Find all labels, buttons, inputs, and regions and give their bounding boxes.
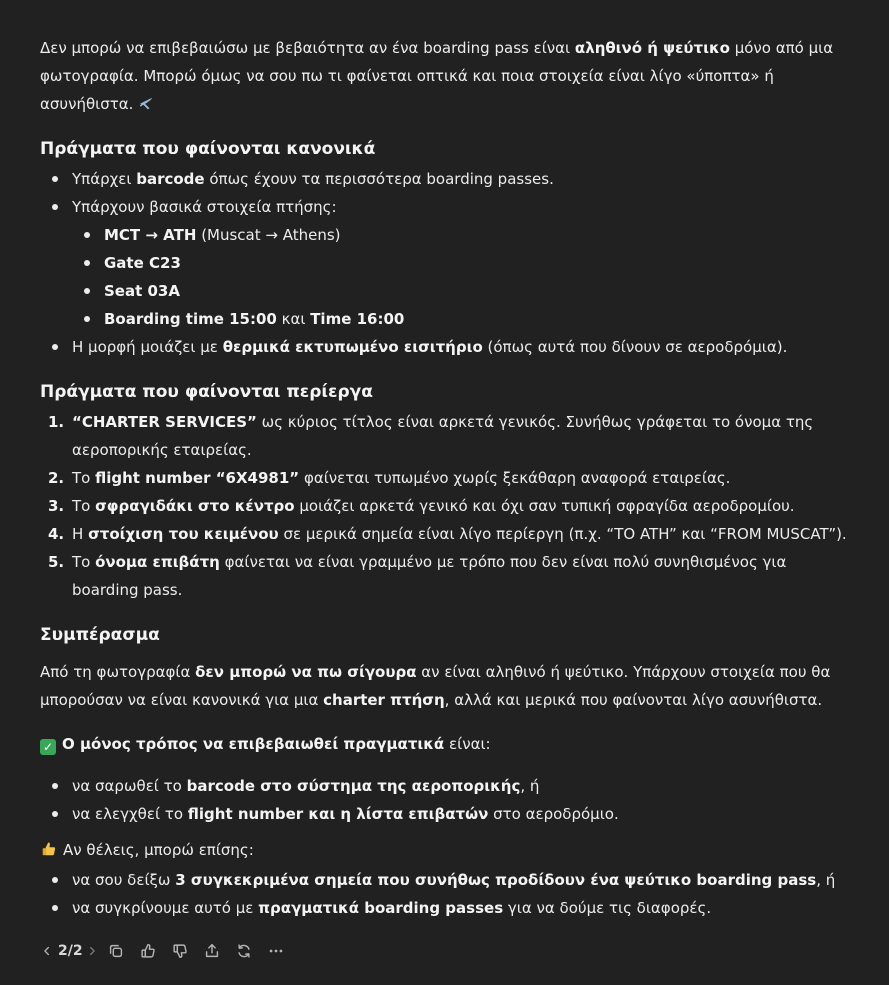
share-icon[interactable] — [199, 938, 225, 964]
list-item-text: , ή — [520, 777, 540, 795]
chevron-left-icon[interactable] — [40, 938, 54, 964]
section-title-conclusion: Συμπέρασμα — [40, 625, 160, 645]
list-item-bold: 3 συγκεκριμένα σημεία που συνήθως προδίδουν ένα ψεύτικο boarding pass — [175, 871, 817, 889]
route-text: (Muscat → Athens) — [196, 226, 341, 244]
version-pager: 2/2 — [58, 943, 83, 959]
message-actions-bar — [40, 938, 295, 964]
offer-text: Αν θέλεις, μπορώ επίσης: — [63, 841, 254, 859]
route-bold: MCT → ATH — [104, 226, 197, 244]
list-item-text: , ή — [816, 871, 836, 889]
list-item — [40, 193, 849, 333]
list-item — [40, 800, 849, 828]
regenerate-icon[interactable] — [231, 938, 257, 964]
list-item-text: Η — [72, 525, 89, 543]
list-item-text: φαίνεται τυπωμένο χωρίς ξεκάθαρη αναφορά εταιρείας. — [299, 469, 731, 487]
list-item — [72, 221, 849, 249]
list-item-text: Το — [72, 469, 96, 487]
list-item-text: και — [276, 310, 311, 328]
intro-bold: αληθινό ή ψεύτικο — [574, 39, 730, 57]
list-item-bold: flight number “6X4981” — [95, 469, 300, 487]
conclusion-text: Από τη φωτογραφία — [40, 663, 196, 681]
list-item — [40, 894, 849, 922]
chevron-right-icon[interactable] — [85, 938, 99, 964]
verify-bold: Ο μόνος τρόπος να επιβεβαιωθεί πραγματικά — [62, 735, 445, 753]
item-number: 5. — [48, 553, 65, 571]
item-number: 3. — [48, 497, 65, 515]
list-item — [72, 249, 849, 277]
list-item-text: Υπάρχει — [72, 170, 137, 188]
conclusion-text: αν είναι αληθινό ή ψεύτικο. Υπάρχουν στοιχεία που θα μπορούσαν να είναι κανονικά για μια — [40, 663, 831, 709]
list-item-text: (όπως αυτά που δίνουν σε αεροδρόμια). — [482, 338, 788, 356]
thumbs-up-emoji-icon — [40, 840, 58, 858]
list-item-bold: στοίχιση του κειμένου — [88, 525, 279, 543]
list-item — [40, 772, 849, 800]
list-item — [40, 165, 849, 193]
list-item-bold: barcode — [136, 170, 205, 188]
numbered-item — [40, 548, 849, 604]
list-item — [40, 866, 849, 894]
list-item-text: Το — [72, 497, 96, 515]
numbered-item — [40, 520, 849, 548]
list-item-text: μοιάζει αρκετά γενικό και όχι σαν τυπική σφραγίδα αεροδρομίου. — [294, 497, 795, 515]
thumbs-up-icon[interactable] — [135, 938, 161, 964]
conclusion-paragraph — [40, 658, 849, 714]
section-title-odd: Πράγματα που φαίνονται περίεργα — [40, 382, 373, 402]
list-item-text: Το — [72, 553, 96, 571]
offer-intro — [40, 836, 849, 864]
list-item — [72, 305, 849, 333]
list-item-text: Υπάρχουν βασικά στοιχεία πτήσης: — [72, 198, 337, 216]
boarding-time-bold: Boarding time 15:00 — [104, 310, 277, 328]
copy-icon[interactable] — [103, 938, 129, 964]
list-item-text: φαίνεται να είναι γραμμένο με τρόπο που δεν είναι πολύ συνηθισμένος για boarding pass. — [72, 553, 787, 599]
normal-list — [40, 165, 849, 361]
gate-bold: Gate C23 — [104, 254, 181, 272]
list-item-bold: “CHARTER SERVICES” — [72, 413, 257, 431]
item-number: 2. — [48, 469, 65, 487]
offer-list — [40, 866, 849, 922]
check-mark-icon: ✓ — [40, 739, 56, 755]
numbered-item — [40, 464, 849, 492]
verify-list — [40, 772, 849, 828]
flight-details-list — [72, 221, 849, 333]
conclusion-text: , αλλά και μερικά που φαίνονται λίγο ασυνήθιστα. — [444, 691, 823, 709]
list-item-bold: σφραγιδάκι στο κέντρο — [95, 497, 295, 515]
conclusion-bold: charter πτήση — [323, 691, 445, 709]
list-item-text: να συγκρίνουμε αυτό με — [72, 899, 259, 917]
list-item-text: σε μερικά σημεία είναι λίγο περίεργη (π.χ. “TO ATH” και “FROM MUSCAT”). — [278, 525, 847, 543]
list-item-text: για να δούμε τις διαφορές. — [503, 899, 712, 917]
list-item-bold: θερμικά εκτυπωμένο εισιτήριο — [222, 338, 483, 356]
item-number: 4. — [48, 525, 65, 543]
list-item-text: να σαρωθεί το — [72, 777, 187, 795]
list-item-bold: πραγματικά boarding passes — [258, 899, 504, 917]
odd-list — [40, 408, 849, 604]
list-item-text: όπως έχουν τα περισσότερα boarding passes. — [204, 170, 554, 188]
airplane-icon — [137, 94, 155, 112]
thumbs-down-icon[interactable] — [167, 938, 193, 964]
more-icon[interactable] — [263, 938, 289, 964]
time-bold: Time 16:00 — [310, 310, 405, 328]
list-item — [40, 333, 849, 361]
list-item — [72, 277, 849, 305]
numbered-item — [40, 408, 849, 464]
list-item-bold: flight number και η λίστα επιβατών — [187, 805, 489, 823]
intro-text-2: μόνο από μια φωτογραφία. Μπορώ όμως να σου πω τι φαίνεται οπτικά και ποια στοιχεία είναι λίγο «ύποπτα» ή ασυνήθιστα. — [40, 39, 834, 113]
list-item-text: να ελεγχθεί το — [72, 805, 188, 823]
list-item-text: Η μορφή μοιάζει με — [72, 338, 223, 356]
list-item-text: στο αεροδρόμιο. — [488, 805, 619, 823]
item-number: 1. — [48, 413, 65, 431]
list-item-text: ως κύριος τίτλος είναι αρκετά γενικός. Συνήθως γράφεται το όνομα της αεροπορικής εταιρείας. — [72, 413, 814, 459]
list-item-bold: barcode στο σύστημα της αεροπορικής — [186, 777, 521, 795]
numbered-item — [40, 492, 849, 520]
list-item-text: να σου δείξω — [72, 871, 176, 889]
section-title-normal: Πράγματα που φαίνονται κανονικά — [40, 139, 376, 159]
verify-intro — [40, 730, 849, 758]
list-item-bold: όνομα επιβάτη — [95, 553, 220, 571]
intro-text-1: Δεν μπορώ να επιβεβαιώσω με βεβαιότητα αν ένα boarding pass είναι — [40, 39, 575, 57]
seat-bold: Seat 03A — [104, 282, 180, 300]
conclusion-bold: δεν μπορώ να πω σίγουρα — [195, 663, 417, 681]
intro-paragraph — [40, 34, 849, 118]
verify-text: είναι: — [444, 735, 491, 753]
